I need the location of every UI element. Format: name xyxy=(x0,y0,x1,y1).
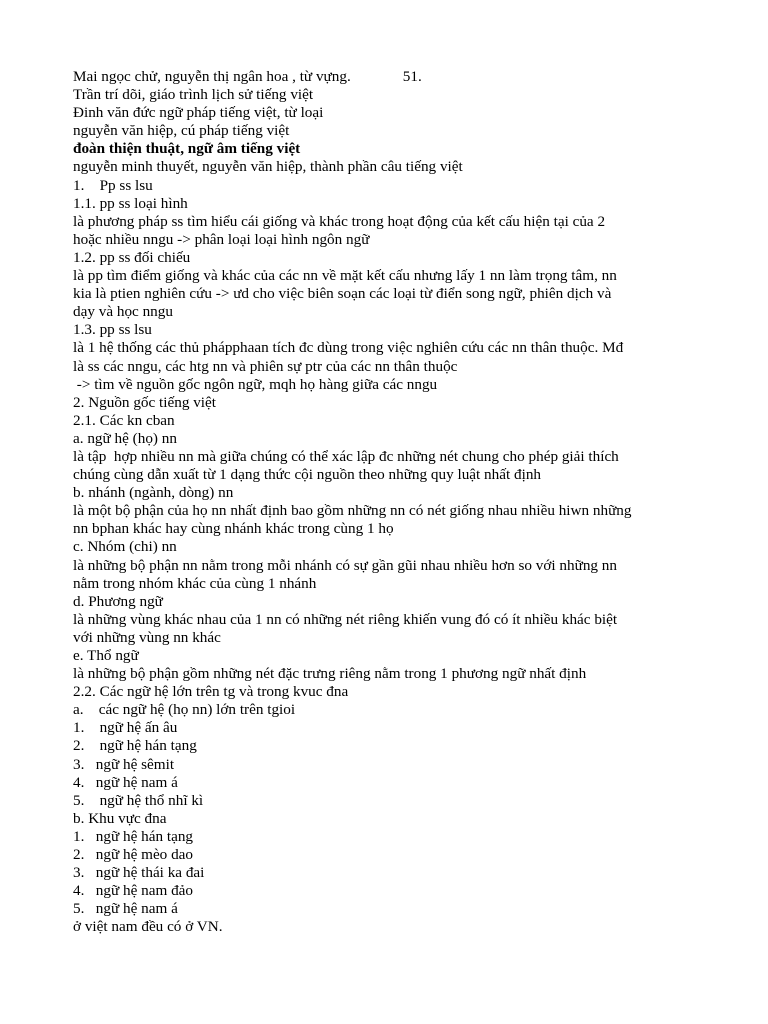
text-line: 1. ngữ hệ hán tạng xyxy=(73,827,194,845)
text-line: nằm trong nhóm khác của cùng 1 nhánh xyxy=(73,574,317,592)
text-line: là tập hợp nhiều nn mà giữa chúng có thể xác lập đc những nét chung cho phép giải thích xyxy=(73,447,619,465)
reference-line: Mai ngọc chử, nguyễn thị ngân hoa , từ vựng. xyxy=(73,68,351,85)
text-line: 2.1. Các kn cban xyxy=(73,411,175,429)
text-line: 1.1. pp ss loại hình xyxy=(73,194,188,212)
text-line: 4. ngữ hệ nam á xyxy=(73,773,178,791)
text-line: 2. Nguồn gốc tiếng việt xyxy=(73,393,216,411)
text-line: c. Nhóm (chi) nn xyxy=(73,538,177,556)
text-line: ở việt nam đều có ở VN. xyxy=(73,918,223,936)
text-line: a. các ngữ hệ (họ nn) lớn trên tgioi xyxy=(73,701,296,719)
text-line: e. Thổ ngữ xyxy=(73,647,139,664)
text-line: 2. ngữ hệ hán tạng xyxy=(73,737,197,755)
text-line: nn bphan khác hay cùng nhánh khác trong cùng 1 họ xyxy=(73,520,394,538)
document-page xyxy=(73,68,713,937)
text-line: 3. ngữ hệ thái ka đai xyxy=(73,864,205,882)
text-line: là 1 hệ thống các thủ phápphaan tích đc dùng trong việc nghiên cứu các nn thân thuộc. Mđ xyxy=(73,339,624,357)
page-number: 51. xyxy=(402,68,422,85)
text-line: là những vùng khác nhau của 1 nn có những nét riêng khiến vung đó có ít nhiều khác biệt xyxy=(73,610,618,628)
header-line xyxy=(73,68,713,86)
text-line: 1.3. pp ss lsu xyxy=(73,321,152,339)
document-body xyxy=(73,177,713,937)
text-line: chúng cùng dẫn xuất từ 1 dạng thức cội nguồn theo những quy luật nhất định xyxy=(73,466,542,484)
text-line: 1. ngữ hệ ấn âu xyxy=(73,719,178,737)
text-line: 1. Pp ss lsu xyxy=(73,176,153,194)
text-line: với những vùng nn khác xyxy=(73,628,221,646)
text-line: 2. ngữ hệ mèo dao xyxy=(73,846,194,864)
text-line: 5. ngữ hệ nam á xyxy=(73,900,178,918)
text-line: 3. ngữ hệ sêmit xyxy=(73,755,175,773)
text-line: 4. ngữ hệ nam đảo xyxy=(73,882,194,900)
text-line: 1.2. pp ss đối chiếu xyxy=(73,248,191,266)
text-line: là ss các nngu, các htg nn và phiên sự ptr của các nn thân thuộc xyxy=(73,357,458,375)
reference-line: nguyễn văn hiệp, cú pháp tiếng việt xyxy=(73,122,290,140)
text-line: là một bộ phận của họ nn nhất định bao gồm những nn có nét giống nhau nhiều hiwn những xyxy=(73,502,632,520)
reference-line-bold: đoàn thiện thuật, ngữ âm tiếng việt xyxy=(73,140,301,158)
text-line: kia là ptien nghiên cứu -> ưd cho việc biên soạn các loại từ điển song ngữ, phiên dịch và xyxy=(73,285,612,303)
text-line: d. Phương ngữ xyxy=(73,592,163,610)
reference-line: Đinh văn đức ngữ pháp tiếng việt, từ loại xyxy=(73,104,324,122)
text-line: hoặc nhiều nngu -> phân loại loại hình ngôn ngữ xyxy=(73,230,370,248)
text-line: 2.2. Các ngữ hệ lớn trên tg và trong kvuc đna xyxy=(73,683,349,701)
text-line: là những bộ phận nn nằm trong mỗi nhánh có sự gần gũi nhau nhiều hơn so với những nn xyxy=(73,556,617,574)
reference-line: Trần trí dõi, giáo trình lịch sử tiếng việt xyxy=(73,86,314,104)
text-line: -> tìm về nguồn gốc ngôn ngữ, mqh họ hàng giữa các nngu xyxy=(73,375,438,393)
text-line: là phương pháp ss tìm hiểu cái giống và khác trong hoạt động của kết cấu hiện tại của 2 xyxy=(73,212,606,230)
text-line: là pp tìm điểm giống và khác của các nn về mặt kết cấu nhưng lấy 1 nn làm trọng tâm, nn xyxy=(73,267,617,285)
text-line: b. nhánh (ngành, dòng) nn xyxy=(73,484,234,502)
text-line: 5. ngữ hệ thổ nhĩ kì xyxy=(73,791,204,809)
text-line: là những bộ phận gồm những nét đặc trưng riêng nằm trong 1 phương ngữ nhất định xyxy=(73,665,587,683)
text-line: dạy và học nngu xyxy=(73,303,173,321)
text-line: a. ngữ hệ (họ) nn xyxy=(73,429,177,447)
reference-line: nguyễn minh thuyết, nguyễn văn hiệp, thành phần câu tiếng việt xyxy=(73,158,463,176)
text-line: b. Khu vực đna xyxy=(73,809,167,827)
